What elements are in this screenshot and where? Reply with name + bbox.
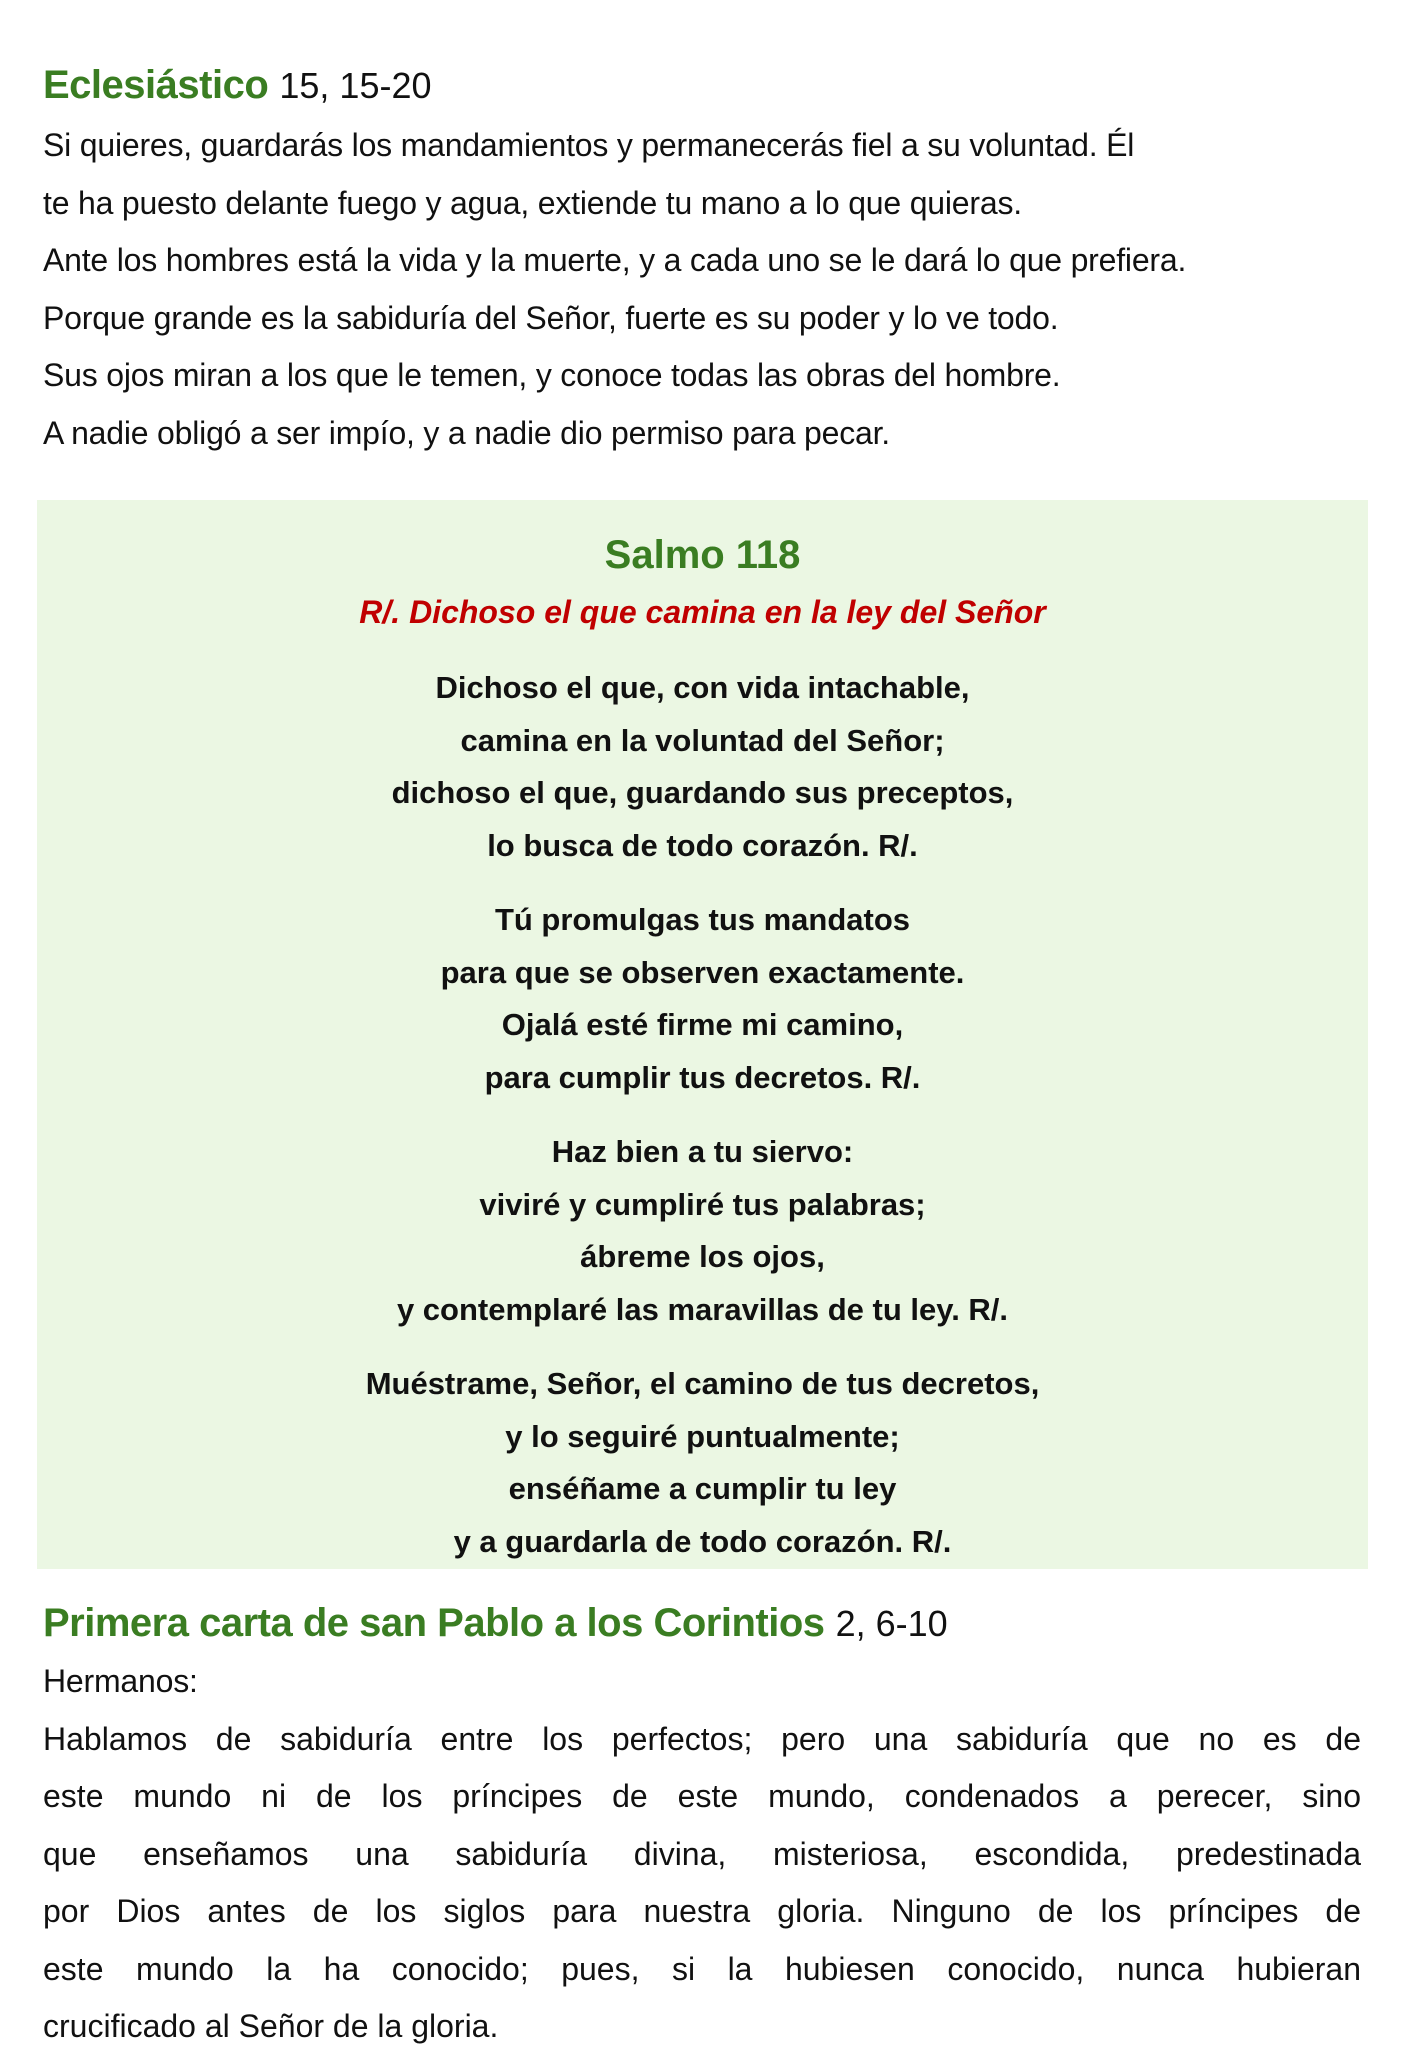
verse-line: Haz bien a tu siervo: [551,1134,854,1169]
verse-line: ábreme los ojos, [580,1239,825,1274]
psalm-stanza [37,1126,1368,1336]
psalm-title: Salmo 118 [604,533,801,577]
verse-line: y a guardarla de todo corazón. R/. [453,1523,952,1559]
text-line: Sus ojos miran a los que le temen, y conoce todas las obras del hombre. [43,357,1061,393]
first-reading [43,60,1368,462]
psalm-response: R/. Dichoso el que camina en la ley del Señor [359,594,1046,630]
text-line: Ante los hombres está la vida y la muerte, y a cada uno se le dará lo que prefiera. [43,242,1187,278]
psalm-box [37,500,1368,1569]
text-line: por Dios antes de los siglos para nuestra gloria. Ninguno de los príncipes de [43,1893,1361,1929]
verse-reference: 15, 15-20 [279,65,432,106]
book-name: Primera carta de san Pablo a los Corintios [43,1601,825,1645]
verse-line: enséñame a cumplir tu ley [508,1471,897,1506]
greeting: Hermanos: [43,1663,198,1699]
verse-line: Muéstrame, Señor, el camino de tus decretos, [365,1366,1040,1401]
psalm-stanza [37,894,1368,1104]
verse-reference: 2, 6-10 [835,1603,948,1644]
verse-line: para que se observen exactamente. [440,954,965,990]
verse-line: viviré y cumpliré tus palabras; [479,1186,926,1222]
reading-heading [43,1598,1361,1649]
verse-line: Tú promulgas tus mandatos [494,902,911,937]
text-line: este mundo la ha conocido; pues, si la hubiesen conocido, nunca hubieran [43,1950,1361,1987]
text-line: que enseñamos una sabiduría divina, misteriosa, escondida, predestinada [43,1835,1361,1872]
reading-heading [43,60,1368,111]
verse-line: dichoso el que, guardando sus preceptos, [391,775,1014,810]
verse-line: Ojalá esté firme mi camino, [501,1007,904,1042]
text-line: A nadie obligó a ser impío, y a nadie dio permiso para pecar. [43,414,890,451]
text-line: Si quieres, guardarás los mandamientos y permanecerás fiel a su voluntad. Él [43,127,1135,163]
text-line: te ha puesto delante fuego y agua, extiende tu mano a lo que quieras. [43,184,1022,221]
text-line: este mundo ni de los príncipes de este mundo, condenados a perecer, sino [43,1778,1361,1814]
verse-line: lo busca de todo corazón. R/. [487,827,918,863]
verse-line: y contemplaré las maravillas de tu ley. R/. [396,1291,1009,1327]
psalm-stanza [37,662,1368,872]
book-name: Eclesiástico [43,63,269,107]
psalm-stanza [37,1358,1368,1568]
verse-line: Dichoso el que, con vida intachable, [435,670,970,705]
text-line: Hablamos de sabiduría entre los perfectos; pero una sabiduría que no es de [43,1720,1361,1757]
text-line: crucificado al Señor de la gloria. [43,2008,499,2044]
second-reading [43,1598,1361,2056]
verse-line: y lo seguiré puntualmente; [505,1418,900,1454]
verse-line: para cumplir tus decretos. R/. [484,1059,921,1095]
verse-line: camina en la voluntad del Señor; [460,722,945,758]
text-line: Porque grande es la sabiduría del Señor, fuerte es su poder y lo ve todo. [43,299,1059,336]
